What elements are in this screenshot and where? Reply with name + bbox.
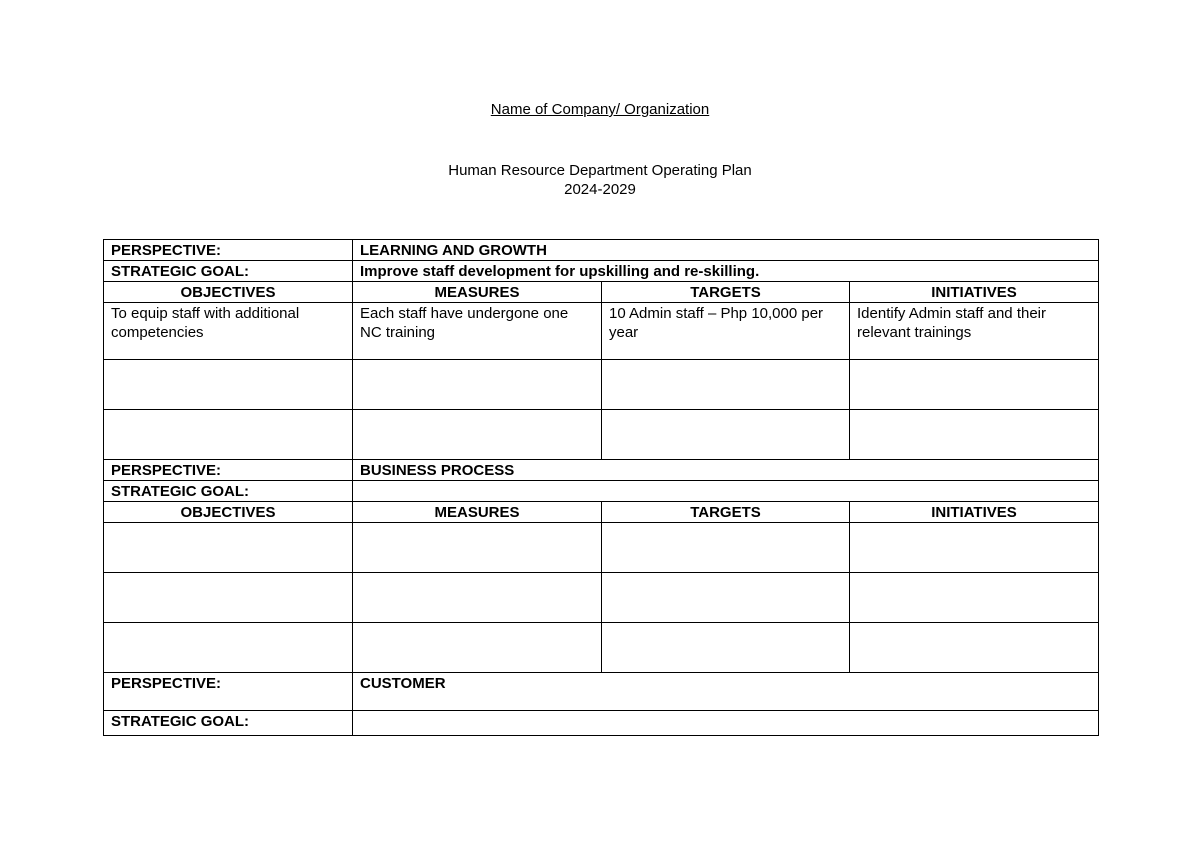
- measure-cell: [353, 573, 602, 623]
- column-header-measures: MEASURES: [353, 502, 602, 523]
- column-header-row: [104, 282, 1099, 303]
- document-title-block: [0, 161, 1200, 199]
- initiative-cell: Identify Admin staff and their relevant trainings: [850, 303, 1099, 360]
- table-row: [104, 410, 1099, 460]
- target-cell: 10 Admin staff – Php 10,000 per year: [602, 303, 850, 360]
- strategic-goal-value: [353, 481, 1099, 502]
- objective-cell: [104, 360, 353, 410]
- column-header-targets: TARGETS: [602, 502, 850, 523]
- strategic-goal-label: STRATEGIC GOAL:: [104, 711, 353, 736]
- company-name: Name of Company/ Organization: [490, 101, 710, 118]
- perspective-value: LEARNING AND GROWTH: [353, 240, 1099, 261]
- column-header-measures: MEASURES: [353, 282, 602, 303]
- measure-cell: [353, 523, 602, 573]
- target-cell: [602, 623, 850, 673]
- strategic-goal-label: STRATEGIC GOAL:: [104, 481, 353, 502]
- column-header-objectives: OBJECTIVES: [104, 282, 353, 303]
- column-header-initiatives: INITIATIVES: [850, 502, 1099, 523]
- table-row: [104, 623, 1099, 673]
- strategic-goal-value: [353, 711, 1099, 736]
- column-header-initiatives: INITIATIVES: [850, 282, 1099, 303]
- initiative-cell: [850, 623, 1099, 673]
- objective-cell: [104, 523, 353, 573]
- column-header-targets: TARGETS: [602, 282, 850, 303]
- strategic-goal-row: [104, 711, 1099, 736]
- initiative-cell: [850, 360, 1099, 410]
- table-row: [104, 360, 1099, 410]
- strategic-goal-row: [104, 261, 1099, 282]
- objective-cell: [104, 573, 353, 623]
- perspective-label: PERSPECTIVE:: [104, 673, 353, 711]
- initiative-cell: [850, 410, 1099, 460]
- operating-plan-table: [103, 239, 1099, 736]
- measure-cell: [353, 360, 602, 410]
- objective-cell: [104, 623, 353, 673]
- strategic-goal-label: STRATEGIC GOAL:: [104, 261, 353, 282]
- document-title: Human Resource Department Operating Plan: [448, 162, 752, 179]
- initiative-cell: [850, 573, 1099, 623]
- strategic-goal-row: [104, 481, 1099, 502]
- target-cell: [602, 523, 850, 573]
- perspective-row: [104, 673, 1099, 711]
- perspective-value: BUSINESS PROCESS: [353, 460, 1099, 481]
- objective-cell: To equip staff with additional competencies: [104, 303, 353, 360]
- perspective-row: [104, 460, 1099, 481]
- strategic-goal-value: Improve staff development for upskilling and re-skilling.: [353, 261, 1099, 282]
- perspective-row: [104, 240, 1099, 261]
- perspective-value: CUSTOMER: [353, 673, 1099, 711]
- measure-cell: [353, 410, 602, 460]
- measure-cell: Each staff have undergone one NC training: [353, 303, 602, 360]
- objective-cell: [104, 410, 353, 460]
- table-row: [104, 523, 1099, 573]
- target-cell: [602, 573, 850, 623]
- plan-period: 2024-2029: [564, 181, 636, 198]
- perspective-label: PERSPECTIVE:: [104, 240, 353, 261]
- initiative-cell: [850, 523, 1099, 573]
- column-header-row: [104, 502, 1099, 523]
- measure-cell: [353, 623, 602, 673]
- column-header-objectives: OBJECTIVES: [104, 502, 353, 523]
- target-cell: [602, 360, 850, 410]
- table-row: [104, 573, 1099, 623]
- perspective-label: PERSPECTIVE:: [104, 460, 353, 481]
- target-cell: [602, 410, 850, 460]
- table-row: [104, 303, 1099, 360]
